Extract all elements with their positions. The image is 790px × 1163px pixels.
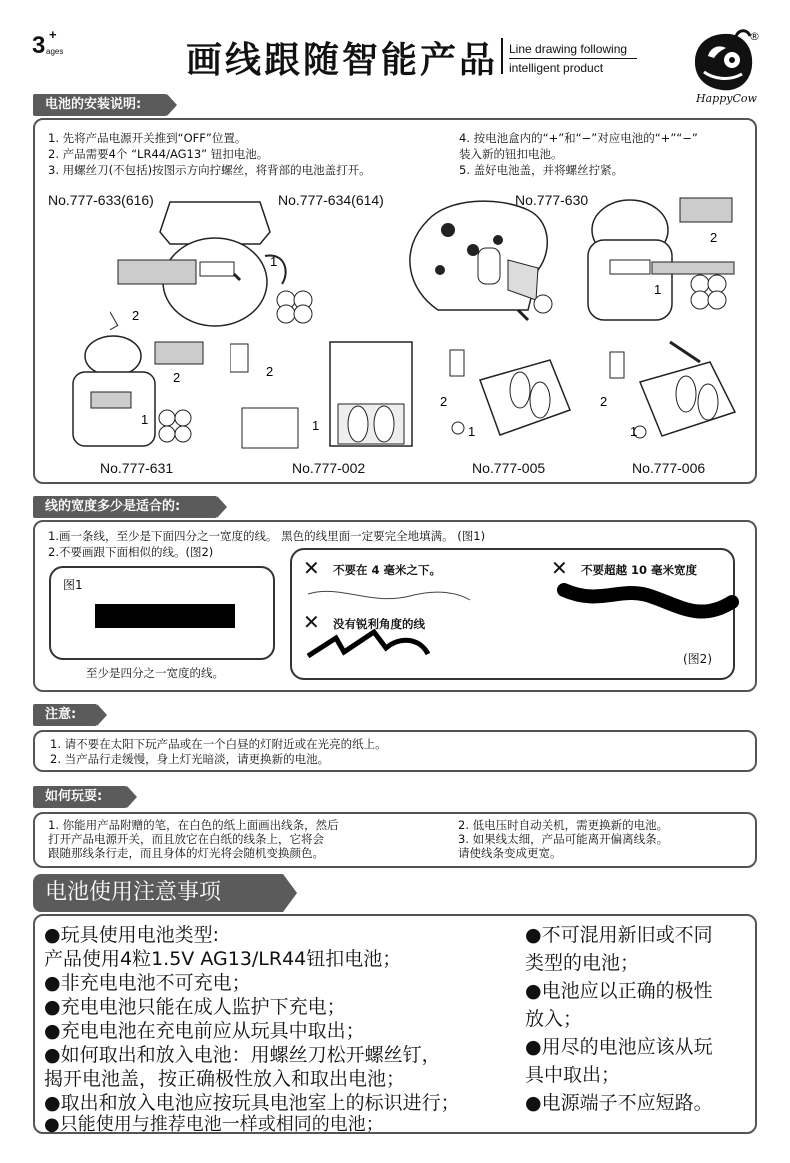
battery-note-right-5: 具中取出； — [525, 1064, 621, 1086]
robot-631-illustration — [55, 332, 215, 452]
x-mark-icon: ✕ — [551, 556, 568, 580]
svg-text:1: 1 — [630, 424, 638, 439]
age-badge — [32, 27, 64, 59]
title-english-line2: intelligent product — [509, 61, 604, 75]
battery-note-left-4: ●充电电池在充电前应从玩具中取出； — [44, 1020, 365, 1042]
play-line-3-cont: 请使线条变成更宽。 — [458, 846, 562, 860]
model-label-631: No.777-631 — [100, 460, 174, 476]
robot-dog-634-illustration — [378, 190, 578, 330]
model-label-006: No.777-006 — [632, 460, 706, 476]
robot-005-illustration — [440, 340, 580, 450]
title-english — [509, 40, 637, 77]
battery-note-right-2: ●电池应以正确的极性 — [525, 980, 713, 1002]
section-tag-notice: 注意: — [33, 704, 97, 726]
battery-note-left-1: 产品使用4粒1.5V AG13/LR44钮扣电池； — [44, 948, 402, 970]
install-step-2: 2. 产品需要4个 “LR44/AG13” 钮扣电池。 — [48, 147, 269, 161]
battery-note-left-3: ●充电电池只能在成人监护下充电； — [44, 996, 346, 1018]
play-line-1: 1. 你能用产品附赠的笔，在白色的纸上面画出线条，然后 — [48, 818, 339, 832]
registered-mark: ® — [749, 30, 760, 43]
battery-note-left-2: ●非充电电池不可充电； — [44, 972, 251, 994]
warning-too-thin: 不要在 4 毫米之下。 — [333, 563, 442, 577]
install-step-4-cont: 装入新的钮扣电池。 — [459, 147, 563, 161]
age-number: 3 — [32, 32, 46, 59]
robot-630-illustration — [560, 190, 750, 330]
robot-002-illustration — [230, 334, 420, 454]
x-mark-icon: ✕ — [303, 610, 320, 634]
figure-1-caption: 至少是四分之一宽度的线。 — [86, 666, 224, 680]
notice-line-1: 1. 请不要在太阳下玩产品或在一个白昼的灯附近或在光亮的纸上。 — [50, 737, 387, 751]
battery-note-right-6: ●电源端子不应短路。 — [525, 1092, 713, 1114]
battery-note-left-8: ●只能使用与推荐电池一样或相同的电池； — [44, 1114, 384, 1135]
battery-note-right-1: 类型的电池； — [525, 952, 640, 974]
age-plus: + — [49, 27, 57, 42]
svg-text:1: 1 — [312, 418, 320, 433]
svg-text:2: 2 — [600, 394, 608, 409]
line-width-rule-1: 1.画一条线，至少是下面四分之一宽度的线。 黑色的线里面一定要完全地填满。 (图1) — [48, 529, 486, 543]
warning-too-thick: 不要超越 10 毫米宽度 — [581, 563, 698, 577]
battery-note-left-5: ●如何取出和放入电池：用螺丝刀松开螺丝钉， — [44, 1044, 441, 1066]
model-label-002: No.777-002 — [292, 460, 366, 476]
brand-name: HappyCow — [696, 92, 757, 105]
figure-1-label: 图1 — [63, 578, 83, 592]
age-unit: ages — [46, 47, 64, 56]
battery-note-left-7: ●取出和放入电池应按玩具电池室上的标识进行； — [44, 1092, 460, 1114]
svg-text:2: 2 — [132, 308, 140, 323]
battery-note-right-0: ●不可混用新旧或不同 — [525, 924, 713, 946]
figure-1-box — [49, 566, 275, 660]
robot-633-illustration — [110, 192, 320, 332]
warning-sharp-angles: 没有锐利角度的线 — [333, 617, 425, 631]
x-mark-icon: ✕ — [303, 556, 320, 580]
svg-text:1: 1 — [270, 254, 278, 269]
page-title: 画线跟随智能产品 — [186, 40, 499, 81]
section-tag-line-width: 线的宽度多少是适合的: — [33, 496, 217, 518]
figure-2-label: (图2) — [683, 652, 712, 666]
svg-text:2: 2 — [440, 394, 448, 409]
battery-note-right-3: 放入； — [525, 1008, 583, 1030]
play-line-3: 3. 如果线太细，产品可能离开偏离线条。 — [458, 832, 669, 846]
svg-text:2: 2 — [173, 370, 181, 385]
battery-notes-title: 电池使用注意事项 — [33, 874, 283, 912]
svg-text:1: 1 — [141, 412, 149, 427]
notice-line-2: 2. 当产品行走缓慢，身上灯光暗淡，请更换新的电池。 — [50, 752, 330, 766]
svg-text:1: 1 — [468, 424, 476, 439]
svg-text:2: 2 — [710, 230, 718, 245]
correct-line-sample — [95, 604, 235, 628]
robot-006-illustration — [600, 332, 745, 450]
incorrect-line-samples — [300, 576, 740, 676]
install-step-1: 1. 先将产品电源开关推到“OFF”位置。 — [48, 131, 247, 145]
svg-text:2: 2 — [266, 364, 274, 379]
install-step-5: 5. 盖好电池盖，并将螺丝拧紧。 — [459, 163, 624, 177]
play-line-2: 2. 低电压时自动关机，需更换新的电池。 — [458, 818, 669, 832]
battery-note-left-6: 揭开电池盖，按正确极性放入和取出电池； — [44, 1068, 406, 1090]
title-divider — [501, 38, 503, 74]
battery-note-right-4: ●用尽的电池应该从玩 — [525, 1036, 713, 1058]
section-tag-how-to-play: 如何玩耍: — [33, 786, 127, 808]
model-label-005: No.777-005 — [472, 460, 546, 476]
section-tag-battery-install: 电池的安装说明: — [33, 94, 167, 116]
install-step-3: 3. 用螺丝刀(不包括)按图示方向拧螺丝，将背部的电池盖打开。 — [48, 163, 371, 177]
install-step-4: 4. 按电池盒内的“+”和“−”对应电池的“+”“−” — [459, 131, 698, 145]
model-label-634: No.777-634(614) — [278, 192, 384, 208]
title-english-line1: Line drawing following — [509, 40, 637, 59]
battery-note-left-0: ●玩具使用电池类型: — [44, 924, 219, 946]
model-label-633: No.777-633(616) — [48, 192, 154, 208]
play-line-1-cont: 打开产品电源开关，而且放它在白纸的线条上，它将会 — [48, 832, 324, 846]
model-label-630: No.777-630 — [515, 192, 589, 208]
play-line-1-cont2: 跟随那线条行走，而且身体的灯光将会随机变换颜色。 — [48, 846, 324, 860]
line-width-rule-2: 2.不要画跟下面相似的线。(图2) — [48, 545, 214, 559]
svg-text:1: 1 — [654, 282, 662, 297]
